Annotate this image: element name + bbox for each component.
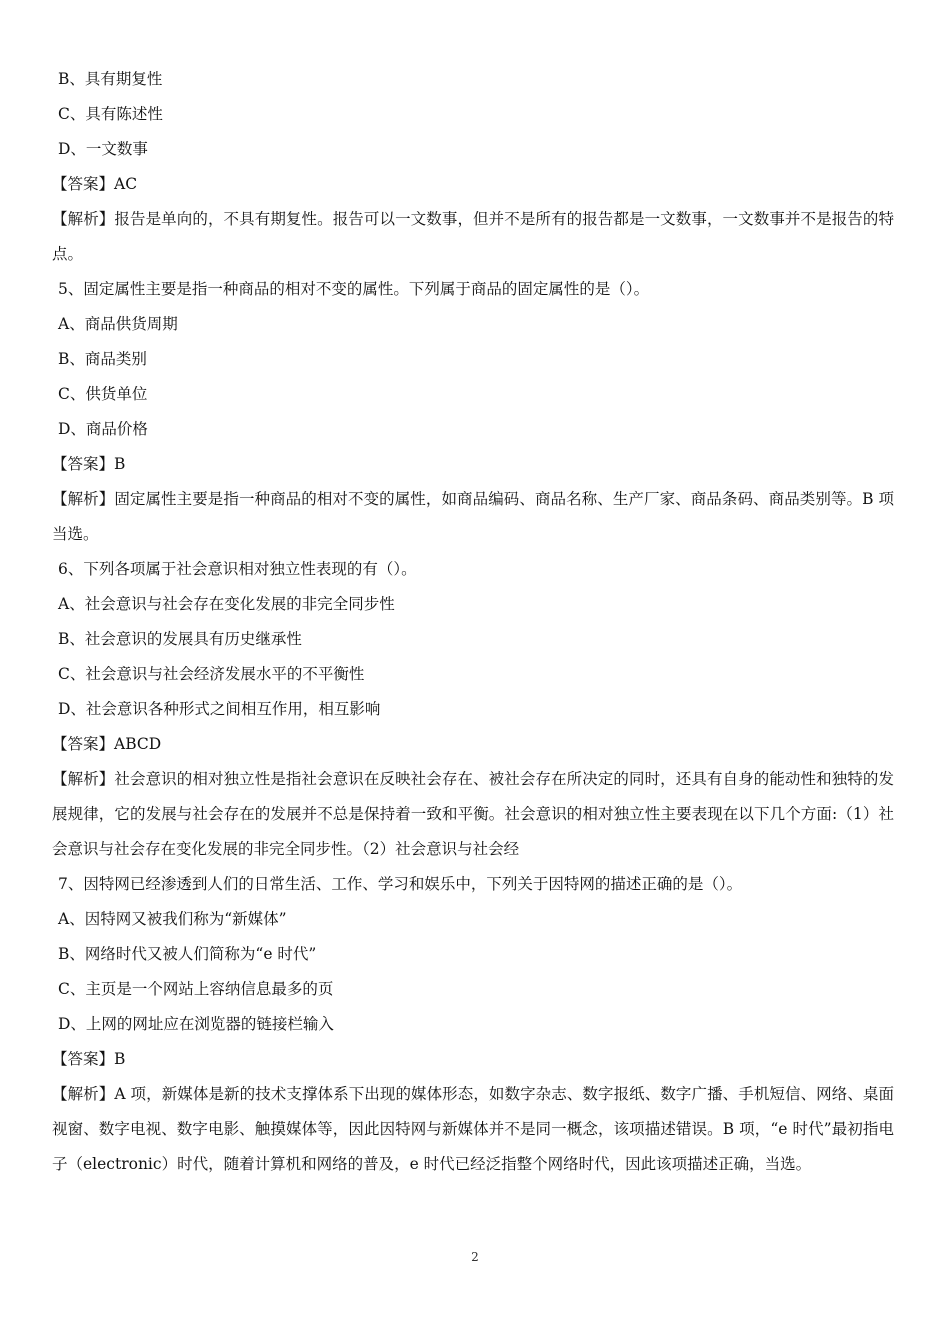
q5-answer: 【答案】B — [52, 455, 126, 473]
q6-option-a: A、社会意识与社会存在变化发展的非完全同步性 — [58, 595, 395, 613]
q6-question: 6、下列各项属于社会意识相对独立性表现的有（）。 — [58, 560, 417, 578]
q5-option-a: A、商品供货周期 — [58, 315, 178, 333]
document-page — [52, 62, 894, 1182]
q6-option-c: C、社会意识与社会经济发展水平的不平衡性 — [58, 665, 365, 683]
q5-option-d: D、商品价格 — [58, 420, 148, 438]
page-number: 2 — [471, 1250, 479, 1264]
q4-option-b: B、具有期复性 — [58, 70, 163, 88]
q6-option-b: B、社会意识的发展具有历史继承性 — [58, 630, 302, 648]
q4-analysis: 【解析】报告是单向的，不具有期复性。报告可以一文数事，但并不是所有的报告都是一文数事，一文数事并不是报告的特点。 — [52, 210, 894, 263]
q5-analysis: 【解析】固定属性主要是指一种商品的相对不变的属性，如商品编码、商品名称、生产厂家、商品条码、商品类别等。B 项当选。 — [52, 490, 894, 543]
q7-option-c: C、主页是一个网站上容纳信息最多的页 — [58, 980, 334, 998]
q4-option-c: C、具有陈述性 — [58, 105, 163, 123]
q6-option-d: D、社会意识各种形式之间相互作用，相互影响 — [58, 700, 381, 718]
q7-question: 7、因特网已经渗透到人们的日常生活、工作、学习和娱乐中，下列关于因特网的描述正确的是（）。 — [58, 875, 743, 893]
q7-option-a: A、因特网又被我们称为“新媒体” — [58, 910, 287, 928]
q6-answer: 【答案】ABCD — [52, 735, 162, 753]
q5-option-c: C、供货单位 — [58, 385, 148, 403]
q7-option-b: B、网络时代又被人们简称为“e 时代” — [58, 945, 317, 963]
q7-option-d: D、上网的网址应在浏览器的链接栏输入 — [58, 1015, 334, 1033]
q5-question: 5、固定属性主要是指一种商品的相对不变的属性。下列属于商品的固定属性的是（）。 — [58, 280, 650, 298]
q6-analysis: 【解析】社会意识的相对独立性是指社会意识在反映社会存在、被社会存在所决定的同时，还具有自身的能动性和独特的发展规律，它的发展与社会存在的发展并不总是保持着一致和平衡。社会意识的相对独立性主要表现在以下几个方面:（1）社会意识与社会存在变化发展的非完全同步性。（2）社会意识与社会经 — [52, 770, 894, 858]
q7-analysis: 【解析】A 项，新媒体是新的技术支撑体系下出现的媒体形态，如数字杂志、数字报纸、数字广播、手机短信、网络、桌面视窗、数字电视、数字电影、触摸媒体等，因此因特网与新媒体并不是同一概念，该项描述错误。B 项，“e 时代”最初指电子（electronic）时代，随着计算机和网络的普及，e 时代已经泛指整个网络时代，因此该项描述正确，当选。 — [52, 1085, 894, 1173]
q5-option-b: B、商品类别 — [58, 350, 147, 368]
q4-option-d: D、一文数事 — [58, 140, 148, 158]
q4-answer: 【答案】AC — [52, 175, 138, 193]
q7-answer: 【答案】B — [52, 1050, 126, 1068]
